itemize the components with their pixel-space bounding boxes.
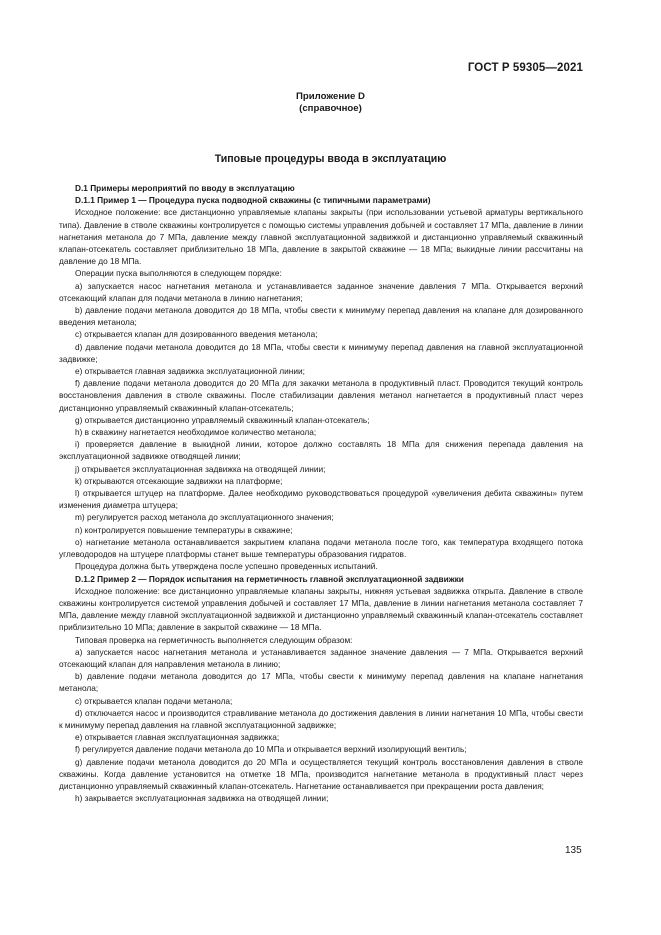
paragraph: Исходное положение: все дистанционно управляемые клапаны закрыты (при использовании устьевой арматуры вертикального типа). Давление в стволе скважины контролируется с помощью системы управления добычей и составляет 17 МПа, давление в линии нагнетания метанола до 7 МПа, давление между главной эксплуатационной задвижкой и дистанционно управляемый скважинный клапан-отсекатель составляет приблизительно 18 МПа, давление в закрытой скважине — 18 МПа; выкидные линии рассчитаны на давление до 18 МПа. [59,207,583,267]
paragraph: g) давление подачи метанола доводится до 20 МПа и осуществляется текущий контроль восстановления давления в стволе скважины. Когда давление установится на отметке 18 МПа, производится нагнетание метанола в продуктивный пласт через дистанционно управляемый скважинный клапан-отсекатель. Нагнетание останавливается при прекращении роста давления; [59,756,583,791]
paragraph: b) давление подачи метанола доводится до 17 МПа, чтобы свести к минимуму перепад давления на клапане нагнетания метанола; [59,671,583,694]
paragraph: D.1 Примеры мероприятий по вводу в эксплуатацию [75,183,295,193]
paragraph: c) открывается клапан подачи метанола; [75,695,233,706]
document-body [59,182,583,804]
paragraph: b) давление подачи метанола доводится до 18 МПа, чтобы свести к минимуму перепад давления на клапане для дозированного введения метанола; [59,305,583,328]
paragraph: Исходное положение: все дистанционно управляемые клапаны закрыты, нижняя устьевая задвижка открыта. Давление в стволе скважины контролируется системой управления добычей и составляет 17 МПа, давление в линии нагнетания метанола составляет 7 МПа, давление между главной эксплуатационной задвижкой и дистанционно управляемый скважинный клапан-отсекатель составляет приблизительно 10 МПа; давление в закрытой скважине — 18 МПа. [59,585,583,633]
paragraph: e) открывается главная эксплуатационная задвижка; [75,732,280,743]
paragraph: e) открывается главная задвижка эксплуатационной линии; [75,366,305,377]
paragraph: j) открывается эксплуатационная задвижка на отводящей линии; [75,463,326,474]
paragraph: Операции пуска выполняются в следующем порядке: [75,268,282,279]
paragraph: Процедура должна быть утверждена после успешно проведенных испытаний. [75,561,378,572]
paragraph: d) отключается насос и производится стравливание метанола до достижения давления в линии нагнетания 10 МПа, чтобы свести к минимуму перепад давления на главной эксплуатационной задвижке; [59,707,583,730]
paragraph: Типовая проверка на герметичность выполняется следующим образом: [75,634,353,645]
appendix-heading [0,91,661,115]
paragraph: f) давление подачи метанола доводится до 20 МПа для закачки метанола в продуктивный пласт. Проводится текущий контроль восстановления давления в стволе скважины. После стабилизации давления метанол нагнетается в продуктивный пласт через дистанционно управляемый скважинный клапан-отсекатель; [59,378,583,413]
paragraph: n) контролируется повышение температуры в скважине; [75,524,293,535]
paragraph: k) открываются отсекающие задвижки на платформе; [75,475,283,486]
section-title: Типовые процедуры ввода в эксплуатацию [214,153,447,165]
paragraph: g) открывается дистанционно управляемый скважинный клапан-отсекатель; [75,414,370,425]
appendix-subtitle: (справочное) [299,103,362,114]
paragraph: h) в скважину нагнетается необходимое количество метанола; [75,427,317,438]
paragraph: a) запускается насос нагнетания метанола и устанавливается заданное значение давления 7 МПа. Открывается верхний отсекающий клапан для подачи метанола в линию нагнетания; [59,280,583,303]
paragraph: D.1.1 Пример 1 — Процедура пуска подводной скважины (с типичными параметрами) [75,195,431,206]
paragraph: f) регулируется давление подачи метанола до 10 МПа и открывается верхний изолирующий вентиль; [75,744,467,755]
paragraph: i) проверяется давление в выкидной линии, которое должно составлять 18 МПа для снижения перепада давления на эксплуатационной задвижке отводящей линии; [59,439,583,462]
paragraph: h) закрывается эксплуатационная задвижка на отводящей линии; [75,793,329,804]
paragraph: D.1.2 Пример 2 — Порядок испытания на герметичность главной эксплуатационной задвижки [75,573,464,584]
paragraph: o) нагнетание метанола останавливается закрытием клапана подачи метанола после того, как температура входящего потока углеводородов на штуцере платформы станет выше температуры образования гидратов. [59,536,583,560]
paragraph: c) открывается клапан для дозированного введения метанола; [75,329,318,340]
paragraph: d) давление подачи метанола доводится до 18 МПа, чтобы свести к минимуму перепад давления на главной эксплуатационной задвижке; [59,341,583,364]
standard-header: ГОСТ Р 59305—2021 [467,62,583,74]
paragraph: a) запускается насос нагнетания метанола и устанавливается заданное значение давления — 7 МПа. Открывается верхний отсекающий клапан для направления метанола в линию; [59,646,583,669]
appendix-title: Приложение D [296,91,365,102]
paragraph: m) регулируется расход метанола до эксплуатационного значения; [75,512,334,523]
paragraph: l) открывается штуцер на платформе. Далее необходимо руководствоваться процедурой «увеличения дебита скважины» путем изменения диаметра штуцера; [59,488,583,511]
page-number: 135 [565,845,582,856]
